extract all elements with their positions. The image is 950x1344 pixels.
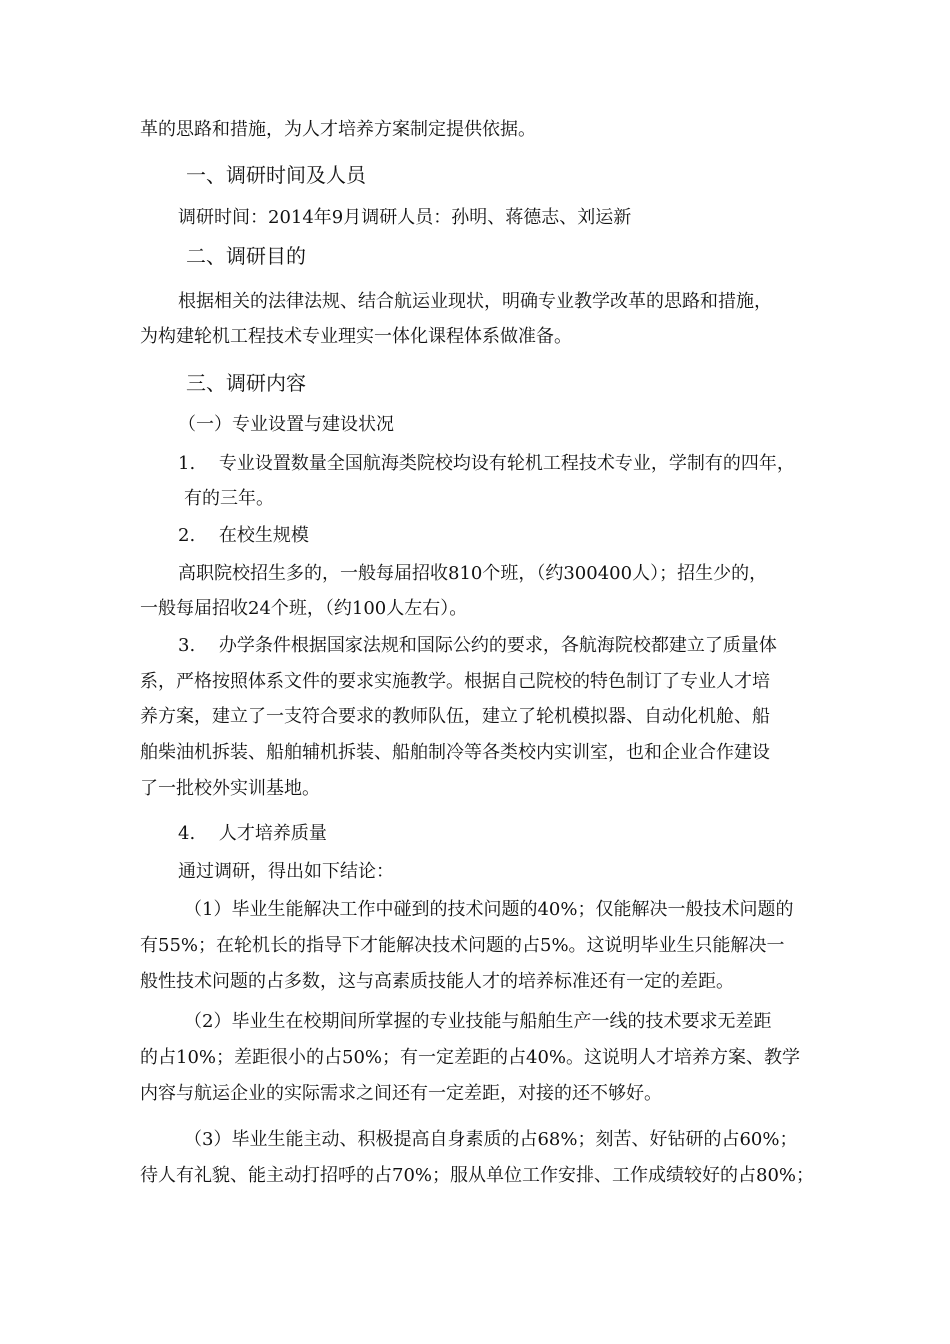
paragraph-line: 高职院校招生多的，一般每届招收810个班，（约300400人）；招生少的， bbox=[178, 563, 768, 584]
paragraph-line: 般性技术问题的占多数，这与高素质技能人才的培养标准还有一定的差距。 bbox=[140, 971, 734, 992]
paragraph-line: （1）毕业生能解决工作中碰到的技术问题的40%；仅能解决一般技术问题的 bbox=[184, 899, 794, 920]
paragraph-line: 根据相关的法律法规、结合航运业现状，明确专业教学改革的思路和措施， bbox=[178, 291, 772, 312]
list-item: 2. 在校生规模 bbox=[178, 525, 309, 546]
paragraph-line: 系，严格按照体系文件的要求实施教学。根据自己院校的特色制订了专业人才培 bbox=[140, 671, 770, 692]
section-heading-2: 二、调研目的 bbox=[186, 244, 306, 268]
subsection-heading: （一）专业设置与建设状况 bbox=[178, 414, 394, 435]
paragraph-line: 的占10%；差距很小的占50%；有一定差距的占40%。这说明人才培养方案、教学 bbox=[140, 1047, 801, 1068]
paragraph-line: 舶柴油机拆装、船舶辅机拆装、船舶制冷等各类校内实训室，也和企业合作建设 bbox=[140, 742, 770, 763]
paragraph-line: 内容与航运企业的实际需求之间还有一定差距，对接的还不够好。 bbox=[140, 1083, 662, 1104]
list-item: 1. 专业设置数量全国航海类院校均设有轮机工程技术专业，学制有的四年， bbox=[178, 453, 795, 474]
paragraph-line: 有55%；在轮机长的指导下才能解决技术问题的占5%。这说明毕业生只能解决一 bbox=[140, 935, 785, 956]
paragraph-line: 养方案，建立了一支符合要求的教师队伍，建立了轮机模拟器、自动化机舱、船 bbox=[140, 706, 770, 727]
paragraph-line: 通过调研，得出如下结论： bbox=[178, 861, 394, 882]
paragraph-line: 待人有礼貌、能主动打招呼的占70%；服从单位工作安排、工作成绩较好的占80%； bbox=[140, 1165, 815, 1186]
paragraph-line: （2）毕业生在校期间所掌握的专业技能与船舶生产一线的技术要求无差距 bbox=[184, 1011, 772, 1032]
paragraph-line: 了一批校外实训基地。 bbox=[140, 778, 320, 799]
paragraph-line: 为构建轮机工程技术专业理实一体化课程体系做准备。 bbox=[140, 326, 572, 347]
survey-time-line: 调研时间：2014年9月调研人员：孙明、蒋德志、刘运新 bbox=[178, 207, 632, 228]
paragraph-line: （3）毕业生能主动、积极提高自身素质的占68%；刻苦、好钻研的占60%； bbox=[184, 1129, 798, 1150]
section-heading-3: 三、调研内容 bbox=[186, 371, 306, 395]
paragraph-line: 有的三年。 bbox=[184, 488, 274, 509]
section-heading-1: 一、调研时间及人员 bbox=[186, 163, 366, 187]
paragraph-line: 革的思路和措施，为人才培养方案制定提供依据。 bbox=[140, 119, 536, 140]
list-item: 3. 办学条件根据国家法规和国际公约的要求，各航海院校都建立了质量体 bbox=[178, 635, 777, 656]
paragraph-line: 一般每届招收24个班，（约100人左右）。 bbox=[140, 598, 468, 619]
list-item: 4. 人才培养质量 bbox=[178, 823, 327, 844]
